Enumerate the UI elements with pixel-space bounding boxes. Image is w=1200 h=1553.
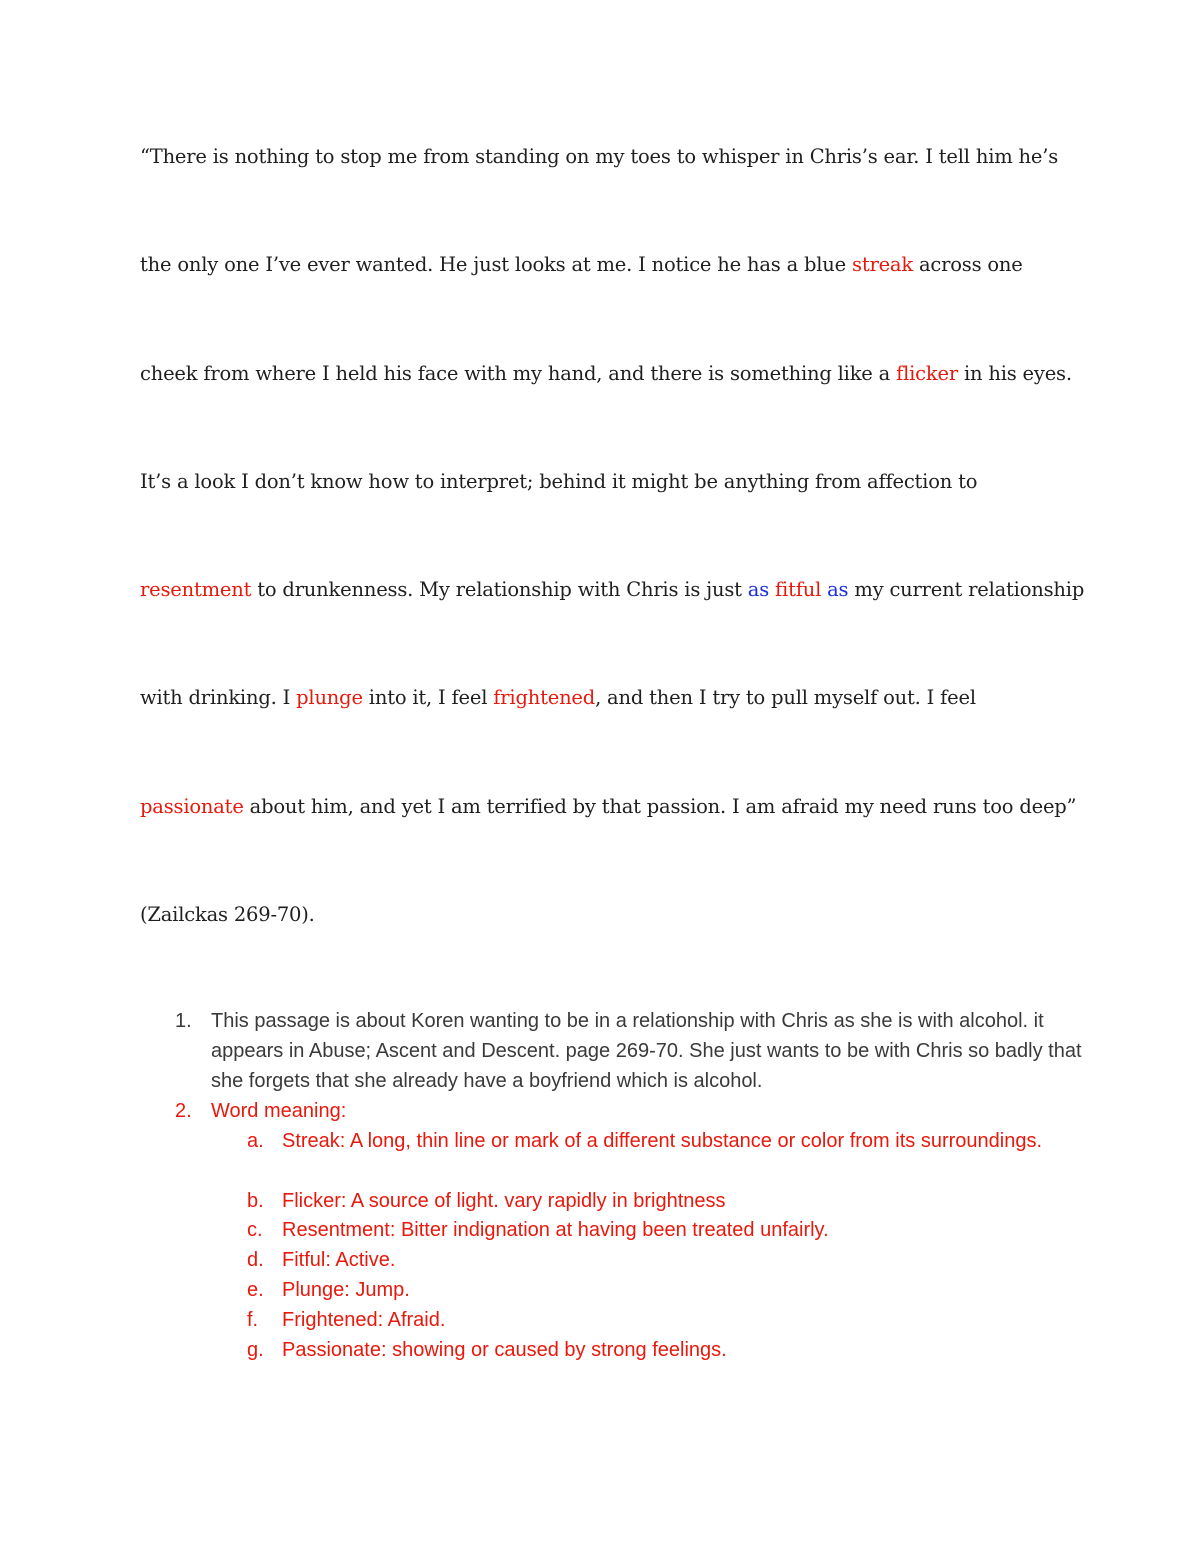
quote-text: my current relationship xyxy=(848,578,1085,601)
quote-line-2 xyxy=(140,253,1023,277)
definition-streak: Streak: A long, thin line or mark of a different substance or color from its surroundings. xyxy=(282,1130,1043,1152)
citation-text: (Zailckas 269-70). xyxy=(140,903,315,926)
list-item-summary: This passage is about Koren wanting to be in a relationship with Chris as she is with alcohol. it appears in Abuse; Ascent and Descent. page 269-70. She just wants to be with Chris so badly that she forgets that she already have a boyfriend which is alcohol. xyxy=(211,1010,1082,1092)
list-item-word-meaning: Word meaning: xyxy=(211,1100,347,1122)
sub-letter: d. xyxy=(247,1249,264,1271)
comparison-word-as: as xyxy=(827,578,849,601)
vocab-word-plunge: plunge xyxy=(296,686,363,709)
sub-letter: a. xyxy=(247,1130,264,1152)
quote-line-4 xyxy=(140,470,977,494)
quote-text: across one xyxy=(912,253,1023,276)
sub-letter: b. xyxy=(247,1190,264,1212)
comparison-word-as: as xyxy=(747,578,770,601)
vocab-word-resentment: resentment xyxy=(140,578,252,601)
vocab-word-streak: streak xyxy=(852,253,913,276)
sub-letter: f. xyxy=(247,1309,259,1331)
definition-fitful: Fitful: Active. xyxy=(282,1249,396,1271)
quote-text: , and then I try to pull myself out. I feel xyxy=(595,686,976,709)
definition-passionate: Passionate: showing or caused by strong feelings. xyxy=(282,1339,727,1361)
quote-line-1 xyxy=(140,145,1058,169)
quote-line-5 xyxy=(140,578,1084,602)
sub-letter: c. xyxy=(247,1219,263,1241)
definition-resentment: Resentment: Bitter indignation at having been treated unfairly. xyxy=(282,1219,829,1241)
quote-line-3 xyxy=(140,362,1072,386)
list-number-1: 1. xyxy=(175,1010,192,1032)
quote-text: the only one I’ve ever wanted. He just looks at me. I notice he has a blue xyxy=(140,253,853,276)
vocab-word-fitful: fitful xyxy=(775,578,822,601)
sub-letter: e. xyxy=(247,1279,264,1301)
definition-flicker: Flicker: A source of light. vary rapidly in brightness xyxy=(282,1190,726,1212)
sub-letter: g. xyxy=(247,1339,264,1361)
vocab-word-frightened: frightened xyxy=(493,686,596,709)
quote-text: “There is nothing to stop me from standing on my toes to whisper in Chris’s ear. I tell him he’s xyxy=(140,145,1059,168)
vocab-word-passionate: passionate xyxy=(140,795,244,818)
quote-citation xyxy=(140,903,315,927)
quote-text: into it, I feel xyxy=(362,686,494,709)
quote-text: It’s a look I don’t know how to interpret; behind it might be anything from affection to xyxy=(140,470,978,493)
definition-plunge: Plunge: Jump. xyxy=(282,1279,410,1301)
quote-text: cheek from where I held his face with my hand, and there is something like a xyxy=(140,362,897,385)
vocab-word-flicker: flicker xyxy=(896,362,958,385)
definition-frightened: Frightened: Afraid. xyxy=(282,1309,446,1331)
quote-text: with drinking. I xyxy=(140,686,297,709)
list-number-2: 2. xyxy=(175,1100,192,1122)
quote-line-6 xyxy=(140,686,976,710)
quote-text: about him, and yet I am terrified by that passion. I am afraid my need runs too deep” xyxy=(243,795,1077,818)
quote-line-7 xyxy=(140,795,1076,819)
quote-text: in his eyes. xyxy=(957,362,1072,385)
quote-text: to drunkenness. My relationship with Chris is just xyxy=(251,578,748,601)
